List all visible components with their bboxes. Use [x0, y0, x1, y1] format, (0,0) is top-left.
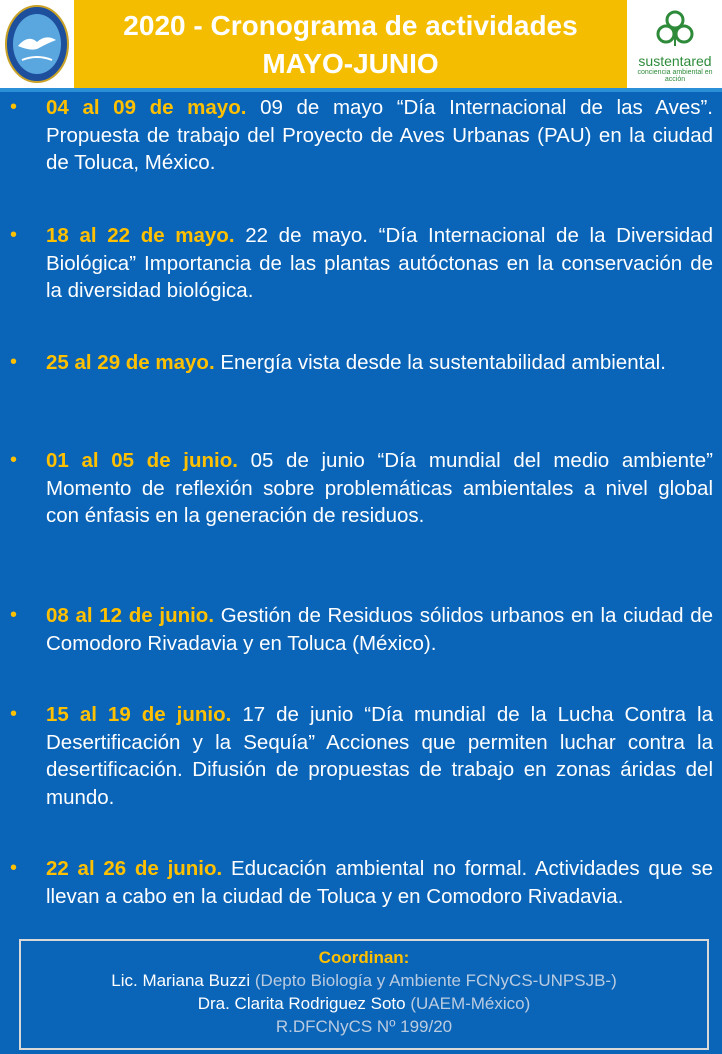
title-banner: [74, 0, 627, 88]
bullet-icon: •: [10, 351, 18, 373]
brand-tagline: conciencia ambiental en acción: [637, 69, 713, 83]
item-date: 18 al 22 de mayo.: [46, 224, 235, 247]
coordinator-name: Lic. Mariana Buzzi: [111, 971, 251, 990]
coordinator-name: Dra. Clarita Rodriguez Soto: [197, 994, 406, 1013]
sustentared-leaf-icon: [652, 6, 698, 48]
item-text: Educación ambiental no formal. Actividades que se llevan a cabo en la ciudad de Toluca y en Comodoro Rivadavia.: [46, 857, 714, 908]
coordinator-row: [21, 992, 707, 1015]
item-date: 22 al 26 de junio.: [46, 857, 223, 880]
header-divider: [0, 88, 722, 92]
bullet-icon: •: [10, 703, 18, 725]
item-text: Gestión de Residuos sólidos urbanos en la ciudad de Comodoro Rivadavia y en Toluca (México).: [46, 604, 713, 655]
coordinators-title: Coordinan:: [318, 948, 410, 967]
university-seal-icon: [4, 4, 70, 84]
coordinator-affiliation: (UAEM-México): [410, 994, 531, 1013]
page-subtitle: MAYO-JUNIO: [262, 48, 439, 79]
item-date: 25 al 29 de mayo.: [46, 351, 215, 374]
bullet-icon: •: [10, 857, 18, 879]
item-text: 09 de mayo “Día Internacional de las Aves”. Propuesta de trabajo del Proyecto de Aves Urbanas (PAU) en la ciudad de Toluca, México.: [46, 96, 714, 174]
item-text: 17 de junio “Día mundial de la Lucha Contra la Desertificación y la Sequía” Acciones que permiten luchar contra la desertificación. Difusión de propuestas de trabajo en zonas áridas del mundo.: [46, 703, 713, 809]
sustentared-logo: [630, 6, 720, 84]
bullet-icon: •: [10, 96, 18, 118]
item-date: 15 al 19 de junio.: [46, 703, 232, 726]
coordinator-row: [21, 969, 707, 992]
item-text: 22 de mayo. “Día Internacional de la Diversidad Biológica” Importancia de las plantas autóctonas en la conservación de la diversidad biológica.: [46, 224, 713, 302]
resolution-number: R.DFCNyCS Nº 199/20: [275, 1017, 453, 1036]
brand-name: sustentared: [638, 53, 712, 69]
item-text: 05 de junio “Día mundial del medio ambiente” Momento de reflexión sobre problemáticas ambientales a nivel global con énfasis en la generación de residuos.: [46, 449, 713, 527]
page-title: 2020 - Cronograma de actividades: [123, 10, 578, 41]
item-date: 01 al 05 de junio.: [46, 449, 238, 472]
header: [0, 0, 722, 88]
item-date: 04 al 09 de mayo.: [46, 96, 247, 119]
item-date: 08 al 12 de junio.: [46, 604, 215, 627]
item-text: Energía vista desde la sustentabilidad ambiental.: [214, 351, 666, 374]
bullet-icon: •: [10, 604, 18, 626]
coordinators-box: [19, 939, 709, 1050]
bullet-icon: •: [10, 449, 18, 471]
coordinator-affiliation: (Depto Biología y Ambiente FCNyCS-UNPSJB-): [254, 971, 617, 990]
bullet-icon: •: [10, 224, 18, 246]
